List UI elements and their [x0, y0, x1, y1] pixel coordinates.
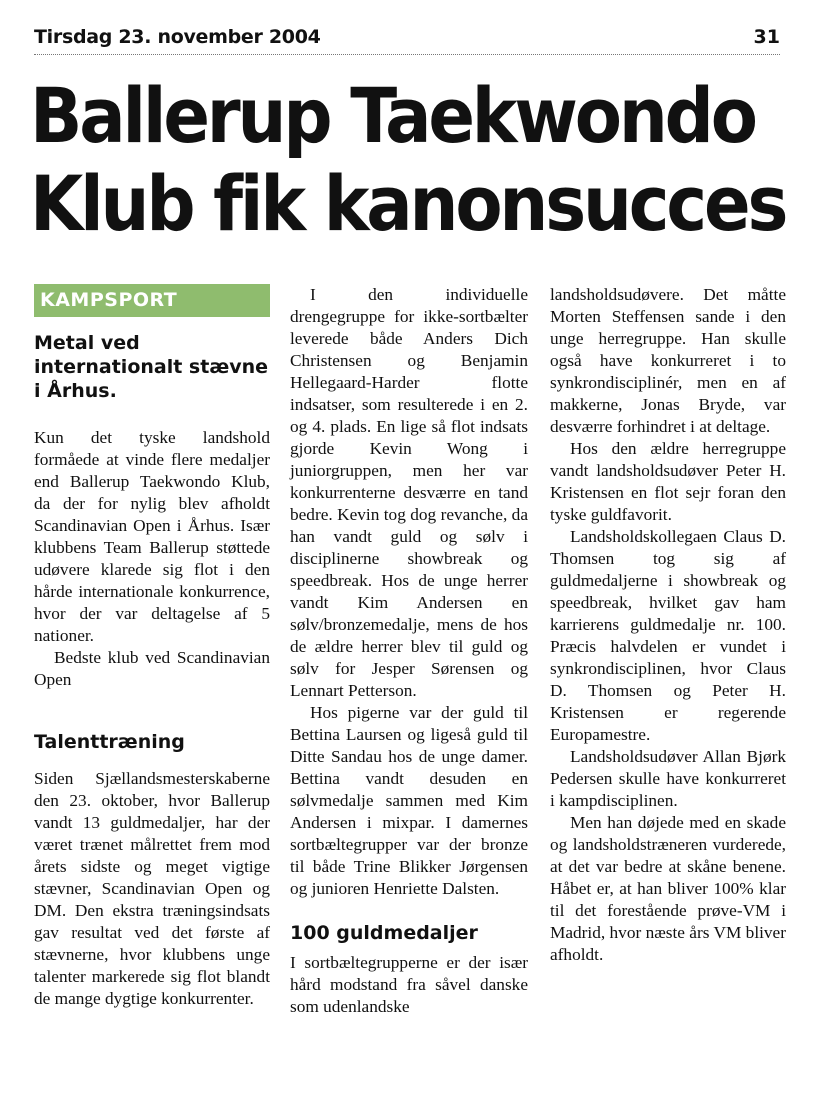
- article-column-3: [550, 284, 786, 966]
- headline-line-2: Klub fik kanonsucces: [30, 159, 786, 248]
- body-paragraph: landsholdsudøvere. Det måtte Morten Steffensen sande i den unge herregruppe. Han skulle også have konkurreret i to synkrondisciplinér, men en af makkerne, Jonas Bryde, var desværre forhindret i at deltage.: [550, 285, 786, 436]
- body-paragraph: Landsholdskollegaen Claus D. Thomsen tog sig af guldmedaljerne i showbreak og speedbreak, hvilket gav ham karrierens guldmedalje nr. 100. Præcis halvdelen er vundet i synkrondisciplinen, hvor Claus D. Thomsen og Peter H. Kristensen er regerende Europamestre.: [550, 527, 786, 744]
- body-paragraph: Hos den ældre herregruppe vandt landsholdsudøver Peter H. Kristensen en flot sejr foran den tyske guldfavorit.: [550, 439, 786, 524]
- body-paragraph: I sortbæltegrupperne er der især hård modstand fra såvel danske som udenlandske: [290, 953, 528, 1016]
- body-paragraph: Kun det tyske landshold formåede at vinde flere medaljer end Ballerup Taekwondo Klub, da der for nylig blev afholdt Scandinavian Open i Århus. Især klubbens Team Ballerup støttede udøvere klarede sig flot i den hårde internationale konkurrence, hvor der var deltagelse af 5 nationer.: [34, 428, 270, 645]
- body-paragraph: Landsholdsudøver Allan Bjørk Pedersen skulle have konkurreret i kampdisciplinen.: [550, 747, 786, 810]
- page-header: [34, 24, 780, 55]
- article-subhead: Metal ved internationalt stævne i Århus.: [34, 332, 269, 402]
- publication-date: Tirsdag 23. november 2004: [34, 26, 321, 48]
- body-paragraph: Men han døjede med en skade og landsholdstræneren vurderede, at det var bedre at skåne benene. Håbet er, at han bliver 100% klar til det forestående prøve-VM i Madrid, hvor næste års VM bliver afholdt.: [550, 813, 786, 964]
- article-headline: [30, 71, 786, 248]
- section-title-talenttraening: Talenttræning: [34, 731, 185, 753]
- body-paragraph: Siden Sjællandsmesterskaberne den 23. oktober, hvor Ballerup vandt 13 guldmedaljer, har der været trænet målrettet frem mod årets sidste og meget vigtige stævner, Scandinavian Open og DM. Den ekstra træningsindsats gav resultat ved det første af stævnerne, hvor klubbens unge talenter markerede sig flot blandt de mange dygtige konkurrenter.: [34, 769, 270, 1008]
- page-number: 31: [753, 26, 780, 48]
- body-paragraph: I den individuelle drengegruppe for ikke-sortbælter leverede både Anders Dich Christensen og Benjamin Hellegaard-Harder flotte indsatser, som resulterede i en 2. og 4. plads. En lige så flot indsats gjorde Kevin Wong i juniorgruppen, men her var konkurrenterne desværre en tand bedre. Kevin tog dog revanche, da han vandt guld og sølv i disciplinerne showbreak og speedbreak. Hos de unge herrer vandt Kim Andersen en sølv/bronzemedalje, mens de hos de ældre herrer blev til guld og sølv for Jesper Sørensen og Lennart Petterson.: [290, 285, 528, 700]
- section-title-guldmedaljer: 100 guldmedaljer: [290, 922, 478, 944]
- article-column-1: [34, 284, 270, 1010]
- article-column-2: [290, 284, 528, 1018]
- body-paragraph: Bedste klub ved Scandinavian Open: [34, 648, 270, 689]
- section-kicker: KAMPSPORT: [34, 284, 270, 317]
- body-paragraph: Hos pigerne var der guld til Bettina Laursen og ligeså guld til Ditte Sandau hos de unge damer. Bettina vandt desuden en sølvmedalje sammen med Kim Andersen i mixpar. I damernes sortbæltegrupper var der bronze til både Trine Blikker Jørgensen og junioren Henriette Dalsten.: [290, 703, 528, 898]
- headline-line-1: Ballerup Taekwondo: [30, 71, 755, 160]
